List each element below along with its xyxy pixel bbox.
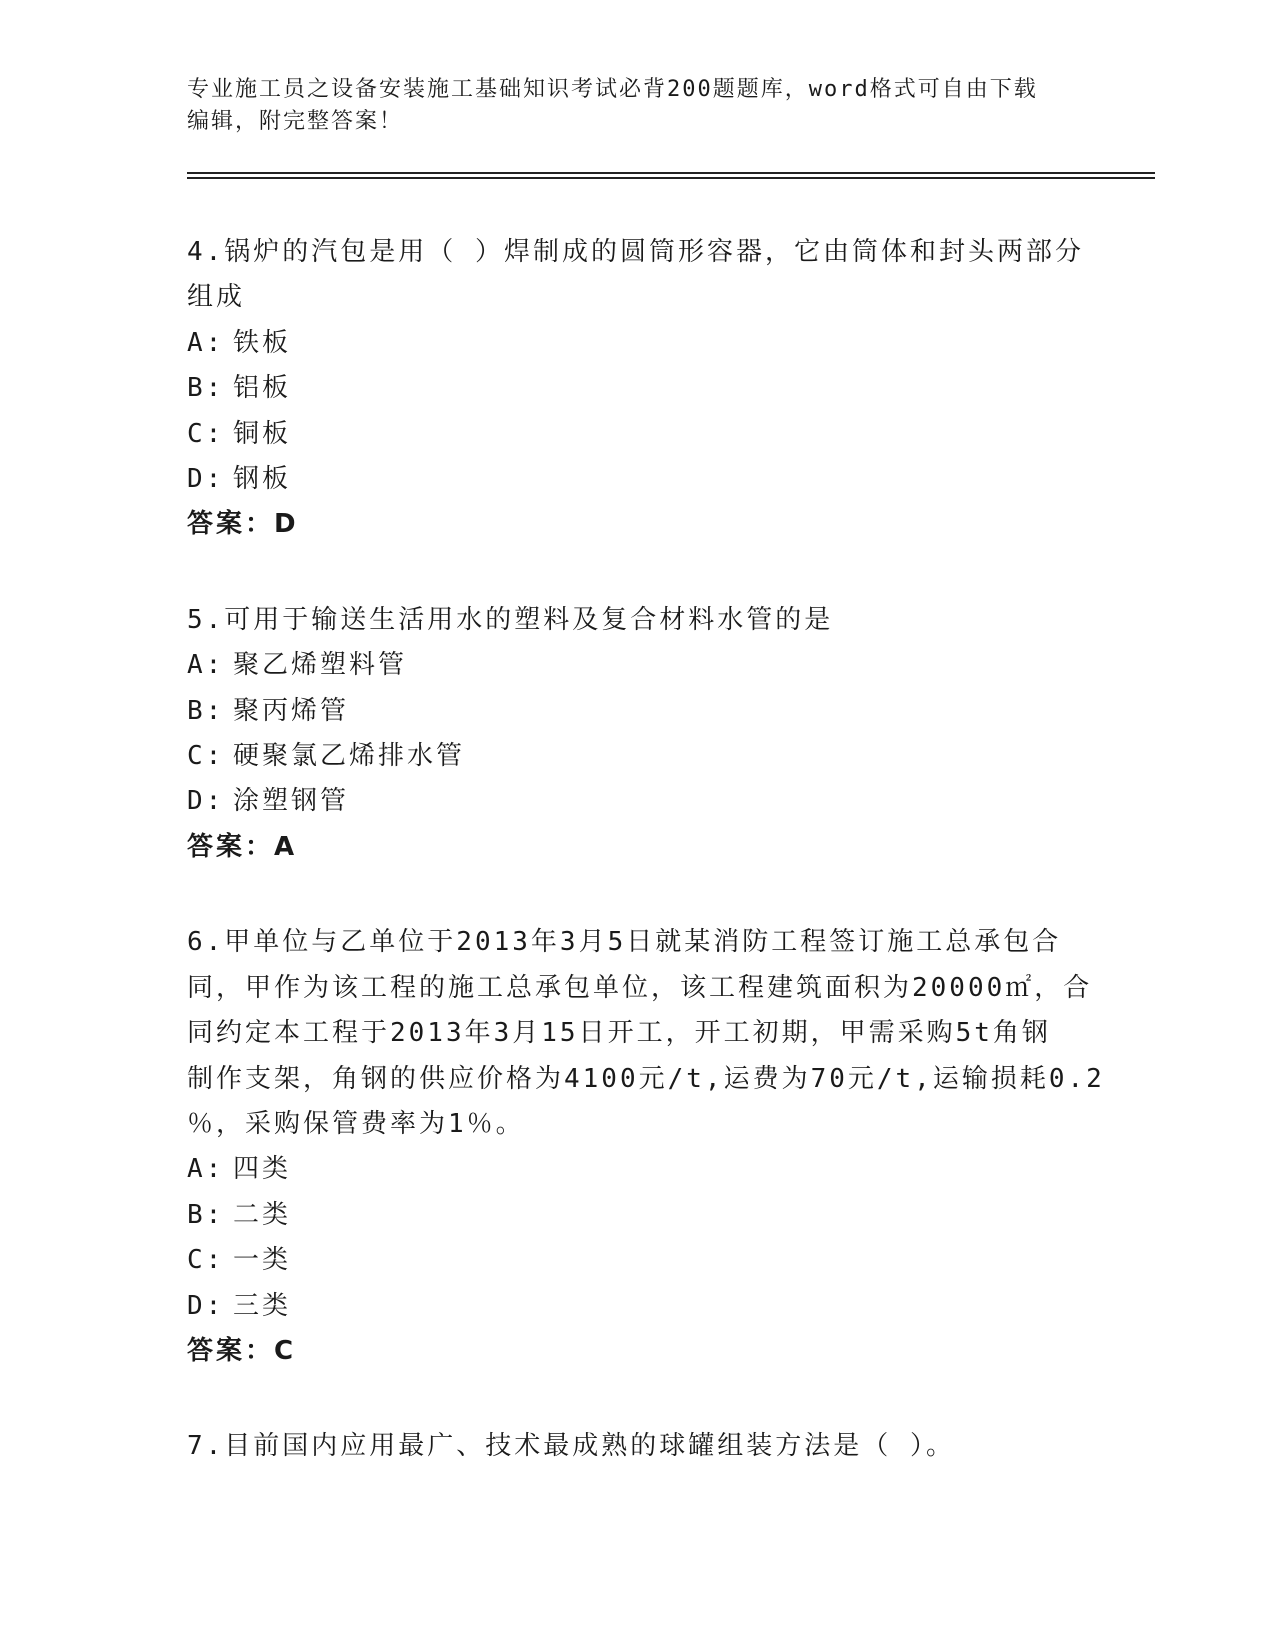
answer-line: 答案：D xyxy=(187,509,299,540)
question-4 xyxy=(187,230,1087,548)
option-text: 涂塑钢管 xyxy=(233,786,350,817)
header-divider-bottom xyxy=(187,177,1155,179)
option-c xyxy=(187,1238,1087,1283)
question-text: 同约定本工程于2013年3月15日开工，开工初期，甲需采购5t角钢 xyxy=(187,1018,1051,1049)
question-text: 5.可用于输送生活用水的塑料及复合材料水管的是 xyxy=(187,604,834,635)
option-key: D: xyxy=(187,1290,225,1321)
question-text: 6.甲单位与乙单位于2013年3月5日就某消防工程签订施工总承包合 xyxy=(187,927,1062,958)
header-line: 编辑，附完整答案！ xyxy=(187,109,404,134)
option-key: C: xyxy=(187,741,225,772)
option-text: 钢板 xyxy=(233,464,292,495)
question-text: 同，甲作为该工程的施工总承包单位，该工程建筑面积为20000㎡，合 xyxy=(187,972,1093,1003)
option-a xyxy=(187,643,1087,688)
option-key: B: xyxy=(187,695,225,726)
option-a xyxy=(187,321,1087,366)
option-b xyxy=(187,1193,1087,1238)
option-d xyxy=(187,779,1087,824)
option-text: 三类 xyxy=(233,1290,292,1321)
option-text: 一类 xyxy=(233,1245,292,1276)
question-text: 7.目前国内应用最广、技术最成熟的球罐组装方法是（ ）。 xyxy=(187,1431,955,1462)
option-text: 铁板 xyxy=(233,327,292,358)
option-text: 铝板 xyxy=(233,373,292,404)
header-divider-top xyxy=(187,172,1155,174)
header-line: 专业施工员之设备安装施工基础知识考试必背200题题库，word格式可自由下载 xyxy=(187,77,1038,102)
question-text: ％，采购保管费率为1％。 xyxy=(187,1108,525,1139)
option-key: C: xyxy=(187,1245,225,1276)
option-text: 铜板 xyxy=(233,418,292,449)
option-key: A: xyxy=(187,650,225,681)
question-6 xyxy=(187,920,1105,1374)
option-a xyxy=(187,1147,1087,1192)
option-c xyxy=(187,734,1087,779)
option-d xyxy=(187,1284,1087,1329)
option-key: B: xyxy=(187,373,225,404)
option-text: 二类 xyxy=(233,1199,292,1230)
answer-line: 答案：C xyxy=(187,1335,297,1366)
option-text: 聚丙烯管 xyxy=(233,695,350,726)
answer-line: 答案：A xyxy=(187,831,298,862)
option-d xyxy=(187,457,1087,502)
question-text: 4.锅炉的汽包是用（ ）焊制成的圆筒形容器，它由筒体和封头两部分 xyxy=(187,237,1084,267)
option-c xyxy=(187,412,1087,457)
option-key: A: xyxy=(187,327,225,358)
option-b xyxy=(187,366,1087,411)
option-text: 硬聚氯乙烯排水管 xyxy=(233,741,466,772)
question-5 xyxy=(187,598,1087,870)
question-7 xyxy=(187,1424,1087,1469)
option-key: B: xyxy=(187,1199,225,1230)
option-key: D: xyxy=(187,464,225,495)
option-key: A: xyxy=(187,1154,225,1185)
question-list xyxy=(187,230,1105,1520)
question-text: 制作支架，角钢的供应价格为4100元/t,运费为70元/t,运输损耗0.2 xyxy=(187,1063,1105,1094)
option-text: 聚乙烯塑料管 xyxy=(233,650,408,681)
option-b xyxy=(187,689,1087,734)
option-text: 四类 xyxy=(233,1154,292,1185)
option-key: C: xyxy=(187,418,225,449)
question-text: 组成 xyxy=(187,282,246,313)
document-header xyxy=(187,74,1087,138)
option-key: D: xyxy=(187,786,225,817)
